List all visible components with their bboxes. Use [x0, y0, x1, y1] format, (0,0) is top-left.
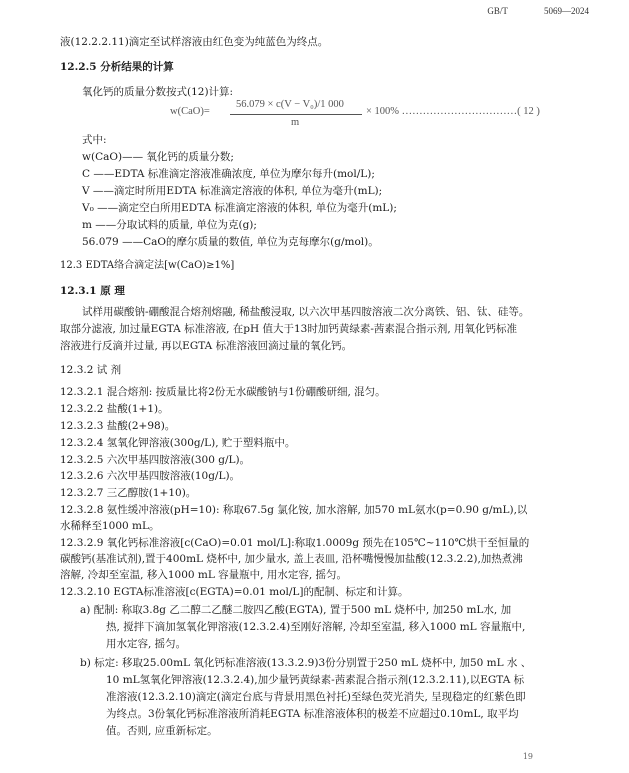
text-line: 液(12.2.2.11)滴定至试样溶液由红色变为纯蓝色为终点。	[60, 36, 329, 48]
definition-line: C ——EDTA 标准滴定溶液准确浓度, 单位为摩尔每升(mol/L);	[82, 168, 375, 180]
standard-code: GB/T	[487, 6, 508, 16]
section-heading-12-3: 12.3 EDTA络合滴定法[w(CaO)≥1%]	[60, 260, 235, 271]
reagent-item-cont: 溶解, 冷却至室温, 移入1000 mL 容量瓶中, 用水定容, 摇匀。	[60, 569, 348, 581]
paragraph-line: 试样用碳酸钠-硼酸混合熔剂熔融, 稀盐酸浸取, 以六次甲基四胺溶液二次分离铁、铝、钛、硅等。	[82, 306, 530, 318]
list-item-a-cont: 热, 搅拌下滴加氢氧化钾溶液(12.3.2.4)至刚好溶解, 冷却至室温, 移入1000 mL 容量瓶中,	[106, 621, 526, 633]
list-item-a-cont: 用水定容, 摇匀。	[106, 638, 187, 650]
reagent-item: 12.3.2.5 六次甲基四胺溶液(300 g/L)。	[60, 454, 251, 466]
section-heading-12-3-1: 12.3.1 原 理	[60, 285, 125, 297]
list-item-a: a) 配制: 称取3.8g 乙二醇二乙醚二胺四乙酸(EGTA), 置于500 mL 烧杯中, 加250 mL水, 加	[80, 604, 512, 616]
reagent-item: 12.3.2.6 六次甲基四胺溶液(10g/L)。	[60, 470, 241, 482]
reagent-item: 12.3.2.7 三乙醇胺(1+10)。	[60, 487, 197, 499]
section-heading-12-3-2: 12.3.2 试 剂	[60, 364, 122, 376]
definition-line: V ——滴定时所用EDTA 标准滴定溶液的体积, 单位为毫升(mL);	[82, 185, 383, 197]
reagent-item: 12.3.2.4 氢氧化钾溶液(300g/L), 贮于塑料瓶中。	[60, 437, 296, 449]
list-item-b-cont: 为终点。3份氧化钙标准溶液所消耗EGTA 标准溶液体积的极差不应超过0.10mL, 取平均	[106, 708, 519, 720]
list-item-b-cont: 准溶液(12.3.2.10)滴定(滴定台底与背景用黑色衬托)至绿色荧光消失, 呈现稳定的红紫色即	[106, 691, 526, 703]
paragraph-line: 溶液进行反滴并过量, 再以EGTA 标准溶液回滴过量的氧化钙。	[60, 340, 353, 352]
formula-tail: × 100% ……………………………( 12 )	[366, 106, 540, 117]
list-item-b-cont: 值。否则, 应重新标定。	[106, 725, 218, 737]
list-item-b-cont: 10 mL氢氧化钾溶液(12.3.2.4),加少量钙黄绿素-茜素混合指示剂(12.3.2.11),以EGTA 标	[106, 674, 525, 686]
reagent-item: 12.3.2.1 混合熔剂: 按质量比将2份无水碳酸钠与1份硼酸研细, 混匀。	[60, 386, 386, 398]
reagent-item-cont: 碳酸钙(基准试剂),置于400mL 烧杯中, 加少量水, 盖上表皿, 沿杯嘴慢慢加盐酸(12.3.2.2),加热煮沸	[60, 553, 523, 565]
text-line: 式中:	[82, 134, 107, 146]
formula-numerator: 56.079 × c(V − V₀)/1 000	[236, 99, 344, 110]
reagent-item: 12.3.2.10 EGTA标准溶液[c(EGTA)=0.01 mol/L]的配制、标定和计算。	[60, 586, 409, 598]
reagent-item: 12.3.2.9 氧化钙标准溶液[c(CaO)=0.01 mol/L]:称取1.0009g 预先在105℃~110℃烘干至恒量的	[60, 537, 530, 549]
formula-lhs: w(CaO)=	[170, 106, 210, 117]
fraction-bar	[230, 114, 362, 115]
reagent-item-cont: 水稀释至1000 mL。	[60, 520, 160, 532]
definition-line: 56.079 ——CaO的摩尔质量的数值, 单位为克每摩尔(g/mol)。	[82, 236, 379, 248]
reagent-item: 12.3.2.2 盐酸(1+1)。	[60, 403, 169, 415]
standard-number: 5069—2024	[544, 6, 589, 16]
page-header	[487, 6, 589, 16]
definition-line: m ——分取试料的质量, 单位为克(g);	[82, 219, 257, 231]
section-heading-12-2-5: 12.2.5 分析结果的计算	[60, 61, 174, 73]
text-line: 氧化钙的质量分数按式(12)计算:	[82, 86, 234, 98]
formula-denominator: m	[291, 117, 300, 128]
reagent-item: 12.3.2.3 盐酸(2+98)。	[60, 420, 176, 432]
reagent-item: 12.3.2.8 氨性缓冲溶液(pH=10): 称取67.5g 氯化铵, 加水溶解, 加570 mL氨水(p=0.90 g/mL),以	[60, 504, 528, 516]
paragraph-line: 取部分滤液, 加过量EGTA 标准溶液, 在pH 值大于13时加钙黄绿素-茜素混合指示剂, 用氧化钙标准	[60, 323, 518, 335]
definition-line: w(CaO)—— 氧化钙的质量分数;	[82, 151, 234, 163]
page-number: 19	[522, 752, 533, 761]
list-item-b: b) 标定: 移取25.00mL 氧化钙标准溶液(13.3.2.9)3份分别置于250 mL 烧杯中, 加50 mL 水 、	[80, 657, 532, 669]
definition-line: V₀ ——滴定空白所用EDTA 标准滴定溶液的体积, 单位为毫升(mL);	[82, 202, 397, 214]
